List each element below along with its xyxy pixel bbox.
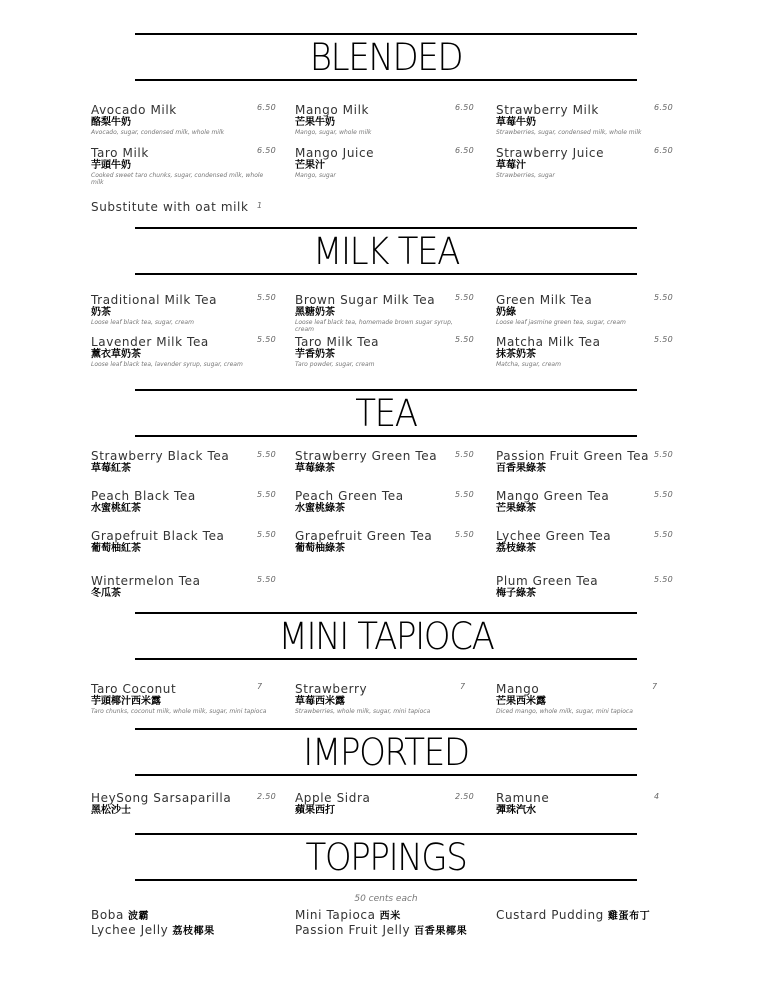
- item-price: 1: [257, 201, 263, 210]
- item-description: Mango, sugar: [295, 172, 336, 179]
- item-chinese-name: 芒果牛奶: [295, 117, 335, 128]
- item-description: Loose leaf black tea, sugar, cream: [91, 319, 194, 326]
- item-price: 7: [257, 682, 263, 691]
- topping-item: [295, 908, 401, 924]
- menu-item: [91, 574, 281, 600]
- item-name: Taro Milk Tea: [295, 335, 380, 349]
- menu-item: [91, 103, 281, 136]
- item-name: Strawberry Juice: [496, 146, 605, 160]
- topping-name: Custard Pudding: [496, 908, 604, 922]
- item-price: 5.50: [654, 335, 674, 344]
- item-price: 2.50: [455, 792, 475, 801]
- item-price: 5.50: [257, 293, 277, 302]
- item-name: Taro Milk: [91, 146, 149, 160]
- topping-name: Mini Tapioca: [295, 908, 376, 922]
- item-chinese-name: 草莓綠茶: [295, 463, 335, 474]
- menu-item: [91, 449, 281, 475]
- item-name: Mango Green Tea: [496, 489, 610, 503]
- item-chinese-name: 酪梨牛奶: [91, 117, 131, 128]
- item-price: 4: [654, 792, 660, 801]
- item-name: Mango Milk: [295, 103, 370, 117]
- item-chinese-name: 草莓紅茶: [91, 463, 131, 474]
- item-chinese-name: 彈珠汽水: [496, 805, 536, 816]
- topping-name: Boba: [91, 908, 124, 922]
- item-name: Avocado Milk: [91, 103, 177, 117]
- item-name: Grapefruit Green Tea: [295, 529, 433, 543]
- item-description: Loose leaf jasmine green tea, sugar, cream: [496, 319, 626, 326]
- item-name: Strawberry Green Tea: [295, 449, 438, 463]
- item-price: 6.50: [654, 103, 674, 112]
- item-chinese-name: 芒果綠茶: [496, 503, 536, 514]
- item-chinese-name: 芋頭牛奶: [91, 160, 131, 171]
- item-chinese-name: 冬瓜茶: [91, 588, 121, 599]
- item-chinese-name: 抹茶奶茶: [496, 349, 536, 360]
- item-price: 5.50: [455, 530, 475, 539]
- menu-item: [91, 335, 281, 368]
- item-price: 7: [460, 682, 466, 691]
- item-price: 5.50: [455, 335, 475, 344]
- item-chinese-name: 葡萄柚紅茶: [91, 543, 141, 554]
- item-price: 5.50: [257, 575, 277, 584]
- toppings-price-note: 50 cents each: [354, 894, 418, 904]
- menu-item: [496, 449, 651, 475]
- topping-name: Passion Fruit Jelly: [295, 923, 411, 937]
- item-name: Wintermelon Tea: [91, 574, 201, 588]
- item-chinese-name: 芒果汁: [295, 160, 325, 171]
- section-title-imported: IMPORTED: [303, 731, 469, 774]
- section-rule-bottom: [135, 774, 637, 776]
- item-name: Strawberry: [295, 682, 368, 696]
- item-name: Mango Juice: [295, 146, 375, 160]
- topping-chinese-name: 荔枝椰果: [172, 926, 215, 937]
- item-description: Diced mango, whole milk, sugar, mini tapioca: [496, 708, 633, 715]
- item-description: Avocado, sugar, condensed milk, whole milk: [91, 129, 225, 136]
- item-price: 5.50: [654, 490, 674, 499]
- item-price: 5.50: [257, 530, 277, 539]
- menu-item: [91, 293, 281, 326]
- item-chinese-name: 奶茶: [91, 307, 111, 318]
- section-rule-bottom: [135, 879, 637, 881]
- item-chinese-name: 薰衣草奶茶: [91, 349, 141, 360]
- item-name: Peach Green Tea: [295, 489, 404, 503]
- section-rule-top: [135, 33, 637, 35]
- topping-item: [295, 923, 467, 939]
- item-price: 5.50: [257, 490, 277, 499]
- item-price: 6.50: [654, 146, 674, 155]
- topping-chinese-name: 西米: [379, 911, 401, 922]
- item-description: Strawberries, whole milk, sugar, mini tapioca: [295, 708, 431, 715]
- item-name: Mango: [496, 682, 540, 696]
- item-name: Green Milk Tea: [496, 293, 593, 307]
- menu-item: [496, 103, 656, 136]
- item-price: 7: [652, 682, 658, 691]
- section-rule-top: [135, 227, 637, 229]
- item-price: 6.50: [257, 103, 277, 112]
- item-price: 5.50: [654, 450, 674, 459]
- item-name: Peach Black Tea: [91, 489, 196, 503]
- item-chinese-name: 梅子綠茶: [496, 588, 536, 599]
- topping-name: Lychee Jelly: [91, 923, 169, 937]
- menu-item: [295, 682, 485, 715]
- menu-item: [496, 146, 646, 179]
- topping-item: [496, 908, 650, 924]
- item-chinese-name: 葡萄柚綠茶: [295, 543, 345, 554]
- item-chinese-name: 黑松沙士: [91, 805, 131, 816]
- item-price: 5.50: [455, 293, 475, 302]
- item-price: 6.50: [455, 146, 475, 155]
- item-price: 5.50: [257, 450, 277, 459]
- item-chinese-name: 水蜜桃綠茶: [295, 503, 345, 514]
- item-chinese-name: 芒果西米露: [496, 696, 546, 707]
- section-rule-bottom: [135, 435, 637, 437]
- item-price: 5.50: [654, 575, 674, 584]
- item-price: 5.50: [257, 335, 277, 344]
- section-rule-top: [135, 389, 637, 391]
- item-price: 5.50: [654, 293, 674, 302]
- menu-item: [91, 682, 281, 715]
- item-price: 5.50: [455, 450, 475, 459]
- section-title-toppings: TOPPINGS: [305, 836, 467, 879]
- section-rule-bottom: [135, 79, 637, 81]
- menu-item: [91, 489, 281, 515]
- item-price: 6.50: [257, 146, 277, 155]
- item-name: Matcha Milk Tea: [496, 335, 601, 349]
- item-description: Taro chunks, coconut milk, whole milk, sugar, mini tapioca: [91, 708, 267, 715]
- oat-milk-substitute: Substitute with oat milk: [91, 200, 249, 214]
- item-name: Traditional Milk Tea: [91, 293, 218, 307]
- item-price: 5.50: [654, 530, 674, 539]
- item-chinese-name: 草莓西米露: [295, 696, 345, 707]
- item-name: Strawberry Black Tea: [91, 449, 230, 463]
- menu-item: [91, 146, 273, 186]
- item-name: Ramune: [496, 791, 550, 805]
- item-description: Strawberries, sugar: [496, 172, 555, 179]
- section-rule-top: [135, 728, 637, 730]
- item-chinese-name: 荔枝綠茶: [496, 543, 536, 554]
- item-chinese-name: 奶綠: [496, 307, 516, 318]
- item-name: Brown Sugar Milk Tea: [295, 293, 436, 307]
- item-name: Grapefruit Black Tea: [91, 529, 225, 543]
- topping-chinese-name: 波霸: [127, 911, 150, 922]
- menu-item: [496, 682, 646, 715]
- item-name: Taro Coconut: [91, 682, 177, 696]
- item-name: Lychee Green Tea: [496, 529, 612, 543]
- item-description: Mango, sugar, whole milk: [295, 129, 372, 136]
- menu-item: [91, 529, 281, 555]
- item-name: Lavender Milk Tea: [91, 335, 209, 349]
- menu-item: [295, 293, 470, 333]
- item-chinese-name: 百香果綠茶: [496, 463, 546, 474]
- item-chinese-name: 蘋果西打: [295, 805, 335, 816]
- topping-chinese-name: 雞蛋布丁: [607, 911, 651, 922]
- item-name: Plum Green Tea: [496, 574, 599, 588]
- item-chinese-name: 水蜜桃紅茶: [91, 503, 141, 514]
- menu-item: [91, 791, 281, 817]
- item-description: Matcha, sugar, cream: [496, 361, 561, 368]
- item-name: Strawberry Milk: [496, 103, 599, 117]
- topping-item: [91, 923, 215, 939]
- item-description: Loose leaf black tea, homemade brown sugar syrup, cream: [295, 319, 453, 333]
- topping-item: [91, 908, 149, 924]
- item-price: 2.50: [257, 792, 277, 801]
- item-description: Cooked sweet taro chunks, sugar, condensed milk, whole milk: [91, 172, 264, 186]
- item-name: Passion Fruit Green Tea: [496, 449, 650, 463]
- section-title-tea: TEA: [355, 392, 417, 435]
- item-chinese-name: 芋香奶茶: [295, 349, 335, 360]
- section-rule-top: [135, 833, 637, 835]
- item-price: 6.50: [455, 103, 475, 112]
- topping-chinese-name: 百香果椰果: [414, 926, 468, 937]
- section-rule-top: [135, 612, 637, 614]
- item-name: Apple Sidra: [295, 791, 371, 805]
- section-title-blended: BLENDED: [309, 36, 463, 79]
- section-rule-bottom: [135, 273, 637, 275]
- item-description: Loose leaf black tea, lavender syrup, sugar, cream: [91, 361, 243, 368]
- item-description: Strawberries, sugar, condensed milk, whole milk: [496, 129, 642, 136]
- section-title-milk-tea: MILK TEA: [312, 230, 460, 273]
- item-price: 5.50: [455, 490, 475, 499]
- section-title-mini-tapioca: MINI TAPIOCA: [278, 615, 494, 658]
- item-name: HeySong Sarsaparilla: [91, 791, 232, 805]
- item-chinese-name: 芋頭椰汁西米露: [91, 696, 161, 707]
- section-rule-bottom: [135, 658, 637, 660]
- item-chinese-name: 黑糖奶茶: [295, 307, 335, 318]
- item-chinese-name: 草莓牛奶: [496, 117, 536, 128]
- item-description: Taro powder, sugar, cream: [295, 361, 375, 368]
- item-chinese-name: 草莓汁: [496, 160, 526, 171]
